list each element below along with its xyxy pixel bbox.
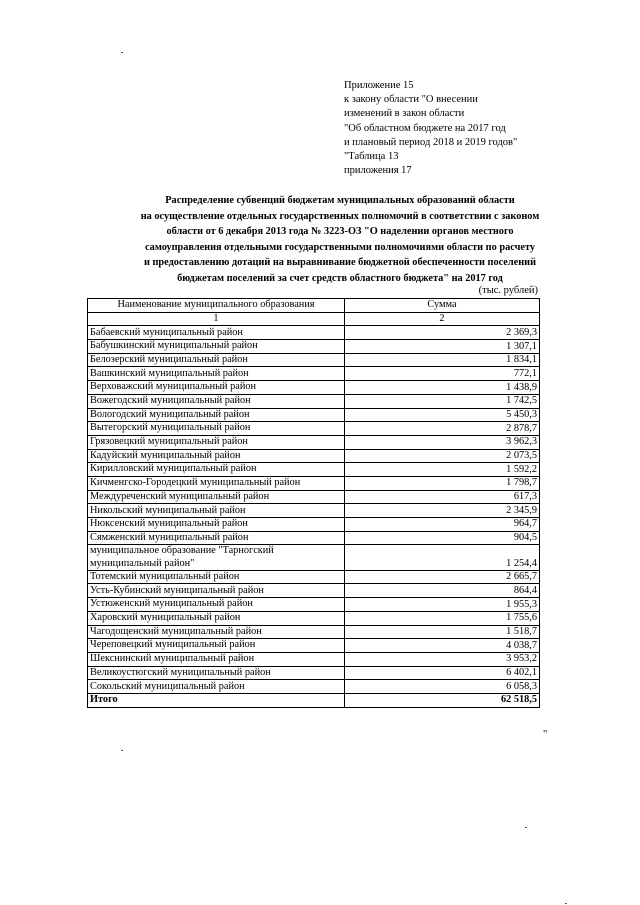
municipality-name: Сокольский муниципальный район <box>88 680 345 694</box>
municipality-name: Устюженский муниципальный район <box>88 598 345 612</box>
subvention-sum: 6 058,3 <box>345 680 540 694</box>
table-row <box>88 518 540 532</box>
table-row <box>88 463 540 477</box>
scan-speck <box>525 827 527 828</box>
table-row <box>88 545 540 570</box>
municipality-name: Междуреченский муниципальный район <box>88 490 345 504</box>
subvention-sum: 1 438,9 <box>345 381 540 395</box>
table-row <box>88 435 540 449</box>
subvention-sum: 6 402,1 <box>345 666 540 680</box>
municipality-name: Сямженский муниципальный район <box>88 531 345 545</box>
total-label: Итого <box>88 693 345 707</box>
table-row <box>88 449 540 463</box>
units-label: (тыс. рублей) <box>478 285 538 296</box>
scan-speck <box>121 750 123 751</box>
appendix-line: "Об областном бюджете на 2017 год <box>344 122 506 134</box>
subvention-sum: 1 254,4 <box>345 545 540 570</box>
municipality-name: Кирилловский муниципальный район <box>88 463 345 477</box>
table-row <box>88 598 540 612</box>
table-row <box>88 490 540 504</box>
header-name: Наименование муниципального образования <box>88 299 345 313</box>
table-body <box>88 299 540 708</box>
title-line: самоуправления отдельными государственными полномочиями области по расчету <box>144 241 536 253</box>
subvention-sum: 772,1 <box>345 367 540 381</box>
table-row <box>88 353 540 367</box>
table-row <box>88 625 540 639</box>
appendix-note <box>344 79 594 178</box>
municipality-name: Кадуйский муниципальный район <box>88 449 345 463</box>
table-row <box>88 326 540 340</box>
total-sum: 62 518,5 <box>345 693 540 707</box>
header-sum: Сумма <box>345 299 540 313</box>
subvention-sum: 864,4 <box>345 584 540 598</box>
title-line: бюджетам поселений за счет средств областного бюджета" на 2017 год <box>177 272 503 284</box>
title-line: и предоставлению дотаций на выравнивание бюджетной обеспеченности поселений <box>143 257 537 269</box>
municipality-name: Вытегорский муниципальный район <box>88 422 345 436</box>
municipality-name: Вологодский муниципальный район <box>88 408 345 422</box>
table-row <box>88 340 540 354</box>
scan-speck <box>565 903 567 904</box>
table-row <box>88 408 540 422</box>
table-row <box>88 476 540 490</box>
municipality-name: Верховажский муниципальный район <box>88 381 345 395</box>
appendix-line: Приложение 15 <box>344 80 414 91</box>
municipality-name: муниципальное образование "Тарногский муниципальный район" <box>88 545 345 570</box>
subvention-sum: 904,5 <box>345 531 540 545</box>
subvention-sum: 1 834,1 <box>345 353 540 367</box>
municipality-name: Грязовецкий муниципальный район <box>88 435 345 449</box>
scan-speck <box>121 52 123 53</box>
municipality-name: Великоустюгский муниципальный район <box>88 666 345 680</box>
municipality-name: Бабушкинский муниципальный район <box>88 340 345 354</box>
municipality-name: Вашкинский муниципальный район <box>88 367 345 381</box>
subvention-sum: 2 345,9 <box>345 504 540 518</box>
subvention-sum: 2 665,7 <box>345 570 540 584</box>
municipality-name: Вожегодский муниципальный район <box>88 394 345 408</box>
subvention-sum: 5 450,3 <box>345 408 540 422</box>
municipality-name: Бабаевский муниципальный район <box>88 326 345 340</box>
table-row <box>88 652 540 666</box>
municipality-name: Нюксенский муниципальный район <box>88 518 345 532</box>
column-number: 1 <box>88 312 345 326</box>
table-column-number-row <box>88 312 540 326</box>
subvention-sum: 3 962,3 <box>345 435 540 449</box>
table-row <box>88 367 540 381</box>
table-row <box>88 422 540 436</box>
subvention-sum: 1 518,7 <box>345 625 540 639</box>
appendix-line: к закону области "О внесении <box>344 94 478 106</box>
municipality-name: Кичменгско-Городецкий муниципальный район <box>88 476 345 490</box>
subvention-table <box>87 298 540 708</box>
table-header-row <box>88 299 540 313</box>
municipality-name: Шекснинский муниципальный район <box>88 652 345 666</box>
subvention-sum: 617,3 <box>345 490 540 504</box>
municipality-name: Харовский муниципальный район <box>88 611 345 625</box>
table-row <box>88 531 540 545</box>
subvention-sum: 4 038,7 <box>345 639 540 653</box>
municipality-name: Никольский муниципальный район <box>88 504 345 518</box>
table-row <box>88 570 540 584</box>
subvention-sum: 3 953,2 <box>345 652 540 666</box>
table-row <box>88 611 540 625</box>
title-line: на осуществление отдельных государственных полномочий в соответствии с законом <box>140 210 540 222</box>
subvention-sum: 2 073,5 <box>345 449 540 463</box>
subvention-sum: 1 307,1 <box>345 340 540 354</box>
municipality-name: Череповецкий муниципальный район <box>88 639 345 653</box>
subvention-sum: 964,7 <box>345 518 540 532</box>
table-row <box>88 584 540 598</box>
subvention-sum: 2 369,3 <box>345 326 540 340</box>
subvention-sum: 1 955,3 <box>345 598 540 612</box>
table-row <box>88 680 540 694</box>
title-line: области от 6 декабря 2013 года № 3223-ОЗ "О наделении органов местного <box>166 226 514 238</box>
appendix-line: изменений в закон области <box>344 108 465 120</box>
municipality-name: Усть-Кубинский муниципальный район <box>88 584 345 598</box>
table-row <box>88 639 540 653</box>
subvention-sum: 1 742,5 <box>345 394 540 408</box>
appendix-line: и плановый период 2018 и 2019 годов" <box>344 136 518 148</box>
total-row <box>88 693 540 707</box>
column-number: 2 <box>345 312 540 326</box>
closing-quote: " <box>543 729 548 740</box>
municipality-name: Тотемский муниципальный район <box>88 570 345 584</box>
subvention-sum: 1 592,2 <box>345 463 540 477</box>
document-title <box>60 193 620 287</box>
table-row <box>88 666 540 680</box>
table-row <box>88 394 540 408</box>
municipality-name: Чагодощенский муниципальный район <box>88 625 345 639</box>
municipality-name: Белозерский муниципальный район <box>88 353 345 367</box>
subvention-sum: 2 878,7 <box>345 422 540 436</box>
title-line: Распределение субвенций бюджетам муниципальных образований области <box>165 195 515 206</box>
table-row <box>88 504 540 518</box>
subvention-sum: 1 755,6 <box>345 611 540 625</box>
appendix-line: приложения 17 <box>344 165 412 177</box>
table-row <box>88 381 540 395</box>
appendix-line: "Таблица 13 <box>344 151 399 163</box>
subvention-sum: 1 798,7 <box>345 476 540 490</box>
